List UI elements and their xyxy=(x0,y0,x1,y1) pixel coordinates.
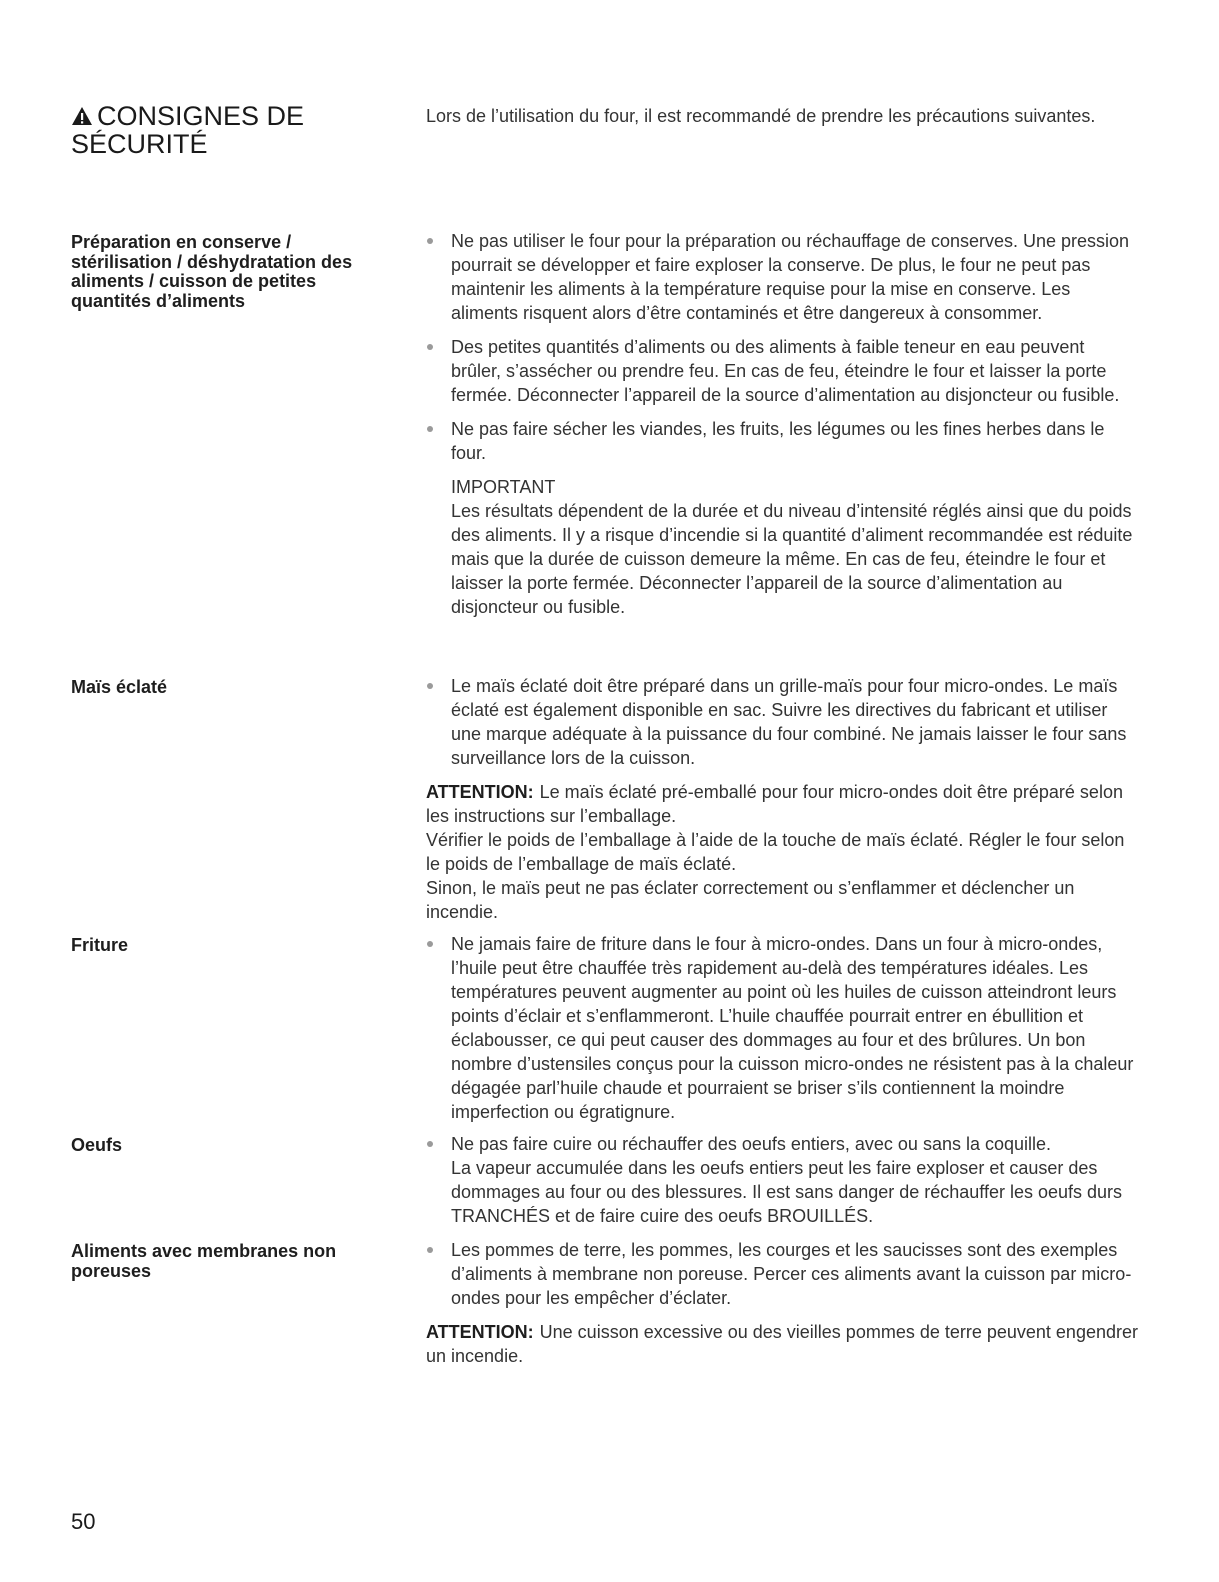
bullet-text: Ne pas faire cuire ou réchauffer des oeufs entiers, avec ou sans la coquille. xyxy=(451,1134,1052,1154)
section-label-oeufs: Oeufs xyxy=(71,1135,123,1155)
bullet-dot-icon xyxy=(427,1247,433,1253)
section-body-membranes xyxy=(426,1238,1138,1368)
attention-note xyxy=(426,780,1138,828)
intro-text: Lors de l’utilisation du four, il est recommandé de prendre les précautions suivantes. xyxy=(426,106,1096,126)
section-label-mais: Maïs éclaté xyxy=(71,677,168,697)
warning-triangle-icon xyxy=(71,104,93,131)
section-body-conserve xyxy=(426,229,1138,619)
attention-text: Sinon, le maïs peut ne pas éclater correctement ou s’enflammer et déclencher un incendie. xyxy=(426,878,1075,922)
important-text: Les résultats dépendent de la durée et du niveau d’intensité réglés ainsi que du poids des aliments. Il y a risque d’incendie si la quantité d’aliment recommandée est réduite mais que la durée de cuisson demeure la même. En cas de feu, éteindre le four et laisser la porte fermée. Déconnecter l’appareil de la source d’alimentation au disjoncteur ou fusible. xyxy=(451,501,1133,617)
bullet-dot-icon xyxy=(427,238,433,244)
section-body-oeufs xyxy=(426,1132,1138,1228)
bullet-dot-icon xyxy=(427,683,433,689)
section-body-mais xyxy=(426,674,1138,924)
bullet-dot-icon xyxy=(427,344,433,350)
bullet-text: Les pommes de terre, les pommes, les courges et les saucisses sont des exemples d’aliments à membrane non poreuse. Percer ces aliments avant la cuisson par micro-ondes pour les empêcher d’éclater. xyxy=(451,1240,1132,1308)
bullet-dot-icon xyxy=(427,426,433,432)
section-label-conserve: Préparation en conserve / stérilisation / déshydratation des aliments / cuisson de petites quantités d’aliments xyxy=(71,232,353,311)
bullet-item xyxy=(426,1238,1138,1310)
attention-label: ATTENTION: xyxy=(426,1322,534,1342)
bullet-text: Ne pas faire sécher les viandes, les fruits, les légumes ou les fines herbes dans le four. xyxy=(451,419,1105,463)
bullet-item xyxy=(426,1132,1138,1228)
page-title-line2: SÉCURITÉ xyxy=(71,129,208,159)
important-label: IMPORTANT xyxy=(451,477,556,497)
bullet-item xyxy=(426,417,1138,465)
bullet-text: Ne jamais faire de friture dans le four à micro-ondes. Dans un four à micro-ondes, l’huile peut être chauffée très rapidement au-delà des températures idéales. Les températures peuvent augmenter au point où les huiles de cuisson atteindront leurs points d’éclair et s’enflammeront. L’huile chauffée pourrait entrer en ébullition et éclabousser, ce qui peut causer des dommages au four et des brûlures. Un bon nombre d’ustensiles conçus pour la cuisson micro-ondes ne résistent pas à la chaleur dégagée parl’huile chaude et pourraient se briser s’ils contiennent la moindre imperfection ou égratignure. xyxy=(451,934,1134,1122)
section-label-membranes: Aliments avec membranes non poreuses xyxy=(71,1241,337,1281)
attention-text: Le maïs éclaté pré-emballé pour four micro-ondes doit être préparé selon les instructions sur l’emballage. xyxy=(426,782,1123,826)
page-title-line1: CONSIGNES DE xyxy=(97,101,305,131)
bullet-dot-icon xyxy=(427,1141,433,1147)
bullet-text: La vapeur accumulée dans les oeufs entiers peut les faire exploser et causer des dommages au four ou des blessures. Il est sans danger de réchauffer les oeufs durs TRANCHÉS et de faire cuire des oeufs BROUILLÉS. xyxy=(451,1158,1123,1226)
page-number: 50 xyxy=(71,1509,96,1534)
bullet-dot-icon xyxy=(427,941,433,947)
section-body-friture xyxy=(426,932,1138,1124)
bullet-item xyxy=(426,229,1138,325)
page-title xyxy=(71,103,401,158)
attention-label: ATTENTION: xyxy=(426,782,534,802)
attention-text: Vérifier le poids de l’emballage à l’aide de la touche de maïs éclaté. Régler le four selon le poids de l’emballage de maïs éclaté. xyxy=(426,830,1125,874)
bullet-item xyxy=(426,335,1138,407)
bullet-item xyxy=(426,674,1138,770)
bullet-item xyxy=(426,932,1138,1124)
attention-text: Une cuisson excessive ou des vieilles pommes de terre peuvent engendrer un incendie. xyxy=(426,1322,1138,1366)
bullet-text: Des petites quantités d’aliments ou des aliments à faible teneur en eau peuvent brûler, s’assécher ou prendre feu. En cas de feu, éteindre le four et laisser la porte fermée. Déconnecter l’appareil de la source d’alimentation au disjoncteur ou fusible. xyxy=(451,337,1120,405)
section-label-friture: Friture xyxy=(71,935,129,955)
attention-note xyxy=(426,1320,1138,1368)
bullet-text: Ne pas utiliser le four pour la préparation ou réchauffage de conserves. Une pression pourrait se développer et faire exploser la conserve. De plus, le four ne peut pas maintenir les aliments à la température requise pour la mise en conserve. Les aliments risquent alors d’être contaminés et être dangereux à consommer. xyxy=(451,231,1130,323)
bullet-text: Le maïs éclaté doit être préparé dans un grille-maïs pour four micro-ondes. Le maïs éclaté est également disponible en sac. Suivre les directives du fabricant et utiliser une marque adéquate à la puissance du four combiné. Ne jamais laisser le four sans surveillance lors de la cuisson. xyxy=(451,676,1127,768)
